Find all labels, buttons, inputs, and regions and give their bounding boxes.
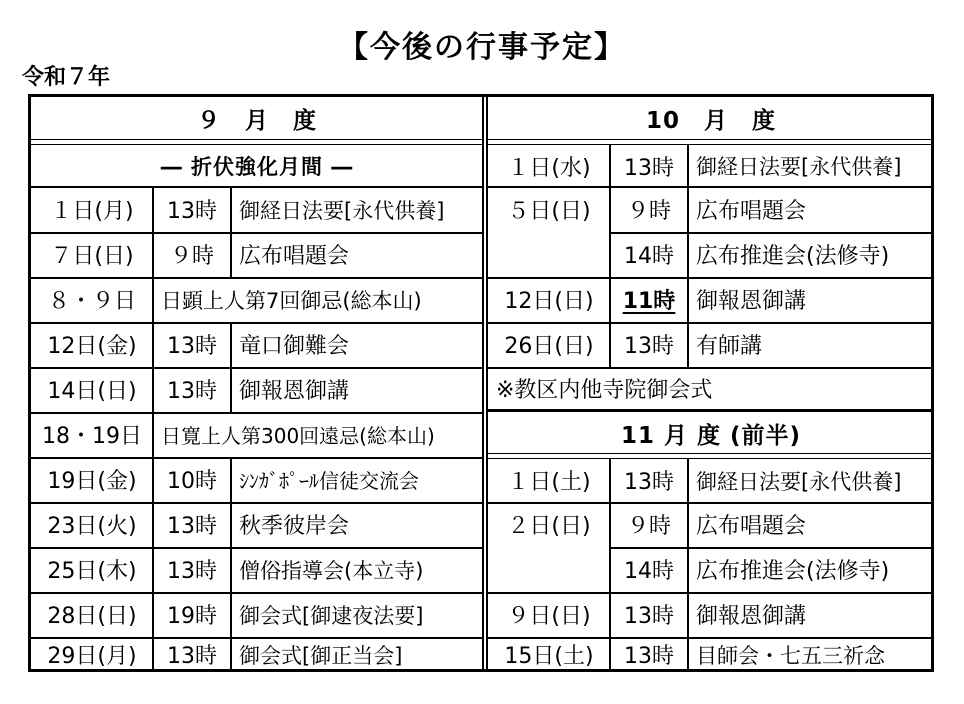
page-title: 【今後の行事予定】	[338, 30, 626, 65]
date-cell: ２日(日)	[507, 514, 591, 539]
event-cell: 広布唱題会	[696, 514, 807, 539]
date-cell: 19日(金)	[47, 469, 137, 494]
date-cell: 15日(土)	[504, 644, 594, 669]
event-cell: 目師会・七五三祈念	[696, 643, 885, 668]
date-cell: 18・19日	[42, 424, 142, 449]
date-cell: ５日(日)	[507, 199, 591, 224]
event-cell: 日顕上人第7回御忌(総本山)	[161, 288, 422, 313]
date-cell: 26日(日)	[504, 334, 594, 359]
time-cell: 14時	[624, 244, 674, 269]
time-cell: 19時	[167, 604, 217, 629]
date-cell: ９日(日)	[507, 604, 591, 629]
special-month-label: ― 折伏強化月間 ―	[160, 155, 354, 179]
event-cell: ｼﾝｶﾞﾎﾟｰﾙ信徒交流会	[239, 469, 419, 493]
event-cell: 広布唱題会	[239, 244, 350, 269]
schedule-table	[28, 94, 934, 672]
time-cell: 13時	[624, 470, 674, 495]
event-cell: 御会式[御逮夜法要]	[239, 603, 424, 628]
time-cell: 13時	[167, 334, 217, 359]
event-cell: 御経日法要[永代供養]	[239, 198, 445, 223]
date-cell: 12日(金)	[47, 334, 137, 359]
event-cell: 秋季彼岸会	[239, 514, 350, 539]
event-cell: 御経日法要[永代供養]	[696, 469, 902, 494]
date-cell: 28日(日)	[47, 604, 137, 629]
time-cell: 13時	[624, 604, 674, 629]
time-cell: ９時	[169, 244, 214, 269]
time-cell: 13時	[167, 559, 217, 584]
date-cell: 25日(木)	[47, 559, 137, 584]
date-cell: 29日(月)	[47, 644, 137, 669]
october-header: 10 月 度	[645, 107, 776, 134]
november-header: 11 月 度 (前半)	[620, 422, 802, 449]
time-cell	[610, 277, 688, 322]
event-cell: 御会式[御正当会]	[239, 643, 403, 668]
time-cell: 13時	[167, 514, 217, 539]
date-cell: 12日(日)	[504, 289, 594, 314]
event-cell: 日寛上人第300回遠忌(総本山)	[161, 424, 435, 448]
event-cell: 御経日法要[永代供養]	[696, 155, 902, 179]
event-cell: 僧俗指導会(本立寺)	[239, 558, 424, 583]
event-cell: 御報恩御講	[696, 289, 807, 314]
era-label: 令和７年	[22, 65, 111, 90]
event-cell: 竜口御難会	[239, 334, 350, 359]
time-cell: 13時	[167, 379, 217, 404]
event-cell: 御報恩御講	[239, 379, 350, 404]
date-cell: １日(水)	[507, 155, 591, 181]
time-cell: 13時	[624, 334, 674, 359]
note-cell: ※教区内他寺院御会式	[496, 378, 713, 403]
time-cell: 13時	[167, 199, 217, 224]
date-cell: 23日(火)	[47, 514, 137, 539]
event-cell: 広布推進会(法修寺)	[696, 244, 890, 269]
time-cell: 10時	[167, 469, 217, 494]
event-cell: 広布推進会(法修寺)	[696, 559, 890, 584]
time-highlight: 11時	[622, 289, 676, 314]
date-cell: １日(月)	[50, 199, 134, 224]
september-header: ９ 月 度	[197, 107, 317, 134]
event-cell: 広布唱題会	[696, 199, 807, 224]
event-cell: 有師講	[696, 334, 763, 359]
time-cell: ９時	[626, 514, 671, 539]
date-cell: ７日(日)	[50, 244, 134, 269]
event-cell: 御報恩御講	[696, 604, 807, 629]
date-cell: ８・９日	[47, 289, 136, 314]
time-cell: 13時	[624, 644, 674, 669]
time-cell: 13時	[624, 155, 674, 181]
date-cell: １日(土)	[507, 470, 591, 495]
time-cell: ９時	[626, 199, 671, 224]
date-cell: 14日(日)	[47, 379, 137, 404]
time-cell: 13時	[167, 644, 217, 669]
time-cell: 14時	[624, 559, 674, 584]
